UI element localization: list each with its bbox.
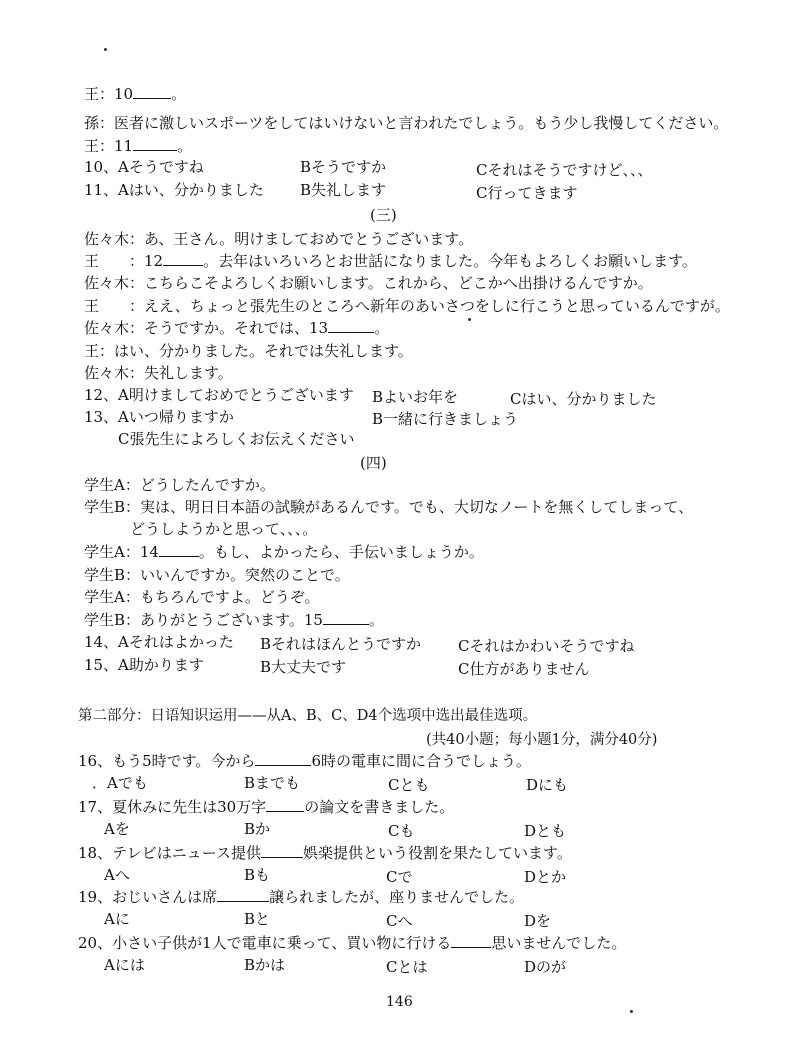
dialog4-line-1: 学生A：どうしたんですか。 [84,476,275,494]
dialog3-line-3: 佐々木：こちらこそよろしくお願いします。これから、どこかへ出掛けるんですか。 [84,274,653,292]
q18-option-b: Bも [244,866,271,884]
dialog4-line-5: 学生B：いいんですか。突然のことで。 [84,566,350,584]
stem-text: 思いませんでした。 [491,934,627,952]
q17-stem [78,797,454,817]
stem-text: 6時の電車に間に合うでしょう。 [311,752,531,770]
q18-option-d: Dとか [524,868,567,886]
q10-option-a: Aそうですね [118,158,204,176]
dialog-line-sun: 孫：医者に激しいスポーツをしてはいけないと言われたでしょう。もう少し我慢してください。 [84,114,729,132]
period: 。 [171,85,187,103]
stem-text: 19、おじいさんは席 [78,888,218,906]
q12-option-a: A明けましておめでとうございます [118,386,354,404]
stem-text: 16、もう5時です。今から [78,752,256,770]
dialog4-line-4 [84,542,484,562]
q15-option-c: C仕方がありません [458,660,590,678]
q16-stem [78,751,531,771]
q11-number: 11、 [84,181,119,199]
answer-blank [261,843,303,858]
q19-option-b: Bと [244,910,271,928]
part2-subheading: (共40小题；每小题1分，满分40分) [426,732,658,748]
q20-stem [78,933,626,953]
dialog3-line-5 [84,318,389,338]
stem-text: 17、夏休みに先生は30万字 [78,798,267,816]
q13-number: 13、 [84,408,119,426]
dialog-line-wang-10 [84,84,186,104]
dialog3-line-6: 王：はい、分かりました。それでは失礼します。 [84,342,413,360]
line-text: 王：11 [84,137,134,155]
scan-speck [104,48,107,51]
q12-number: 12、 [84,386,119,404]
q16-option-d: Dにも [526,776,569,794]
q16-option-c: Cとも [388,776,430,794]
part2-heading: 第二部分：日语知识运用——从A、B、C、D4个选项中选出最佳选项。 [78,708,538,724]
q20-option-b: Bかは [244,956,286,974]
stem-text: 譲られましたが、座りませんでした。 [269,888,525,906]
period: 。 [374,319,390,337]
stem-text: 20、小さい子供が1人で電車に乗って、買い物に行ける [78,934,452,952]
q19-stem [78,887,524,907]
q11-option-b: B失礼します [300,181,387,199]
q12-option-c: Cはい、分かりました [510,390,657,408]
line-text: 王 ：12 [84,252,164,270]
q10-number: 10、 [84,158,119,176]
q17-option-d: Dとも [524,822,567,840]
dialog4-line-3: どうしようかと思って、、、。 [130,520,318,538]
line-text: 学生B：ありがとうございます。15 [84,611,323,629]
q15-option-a: A助かります [118,656,204,674]
q17-option-b: Bか [244,820,271,838]
q13-option-c: C張先生によろしくお伝えください [118,430,355,448]
q14-option-c: Cそれはかわいそうですね [458,637,635,655]
stem-text: 娯楽提供という役割を果たしています。 [303,844,572,862]
q13-option-a: Aいつ帰りますか [118,408,234,426]
dialog3-line-4: 王 ：ええ、ちょっと張先生のところへ新年のあいさつをしに行こうと思っているんですが。 [84,297,730,315]
line-text: 学生A：14 [84,543,159,561]
period: 。 [368,611,384,629]
q18-stem [78,843,572,863]
answer-blank [163,251,203,266]
q18-option-c: Cで [386,868,413,886]
answer-blank [328,318,374,333]
answer-blank [323,610,369,625]
stem-text: の論文を書きました。 [304,798,455,816]
section-title-3: (三) [370,206,397,224]
dialog3-line-2 [84,251,697,271]
q20-option-c: Cとは [386,958,428,976]
q20-option-a: Aには [104,956,145,974]
dialog-line-wang-11 [84,136,192,156]
q19-option-d: Dを [524,912,552,930]
dialog3-line-1: 佐々木：あ、王さん。明けましておめでとうございます。 [84,230,474,248]
q15-option-b: B大丈夫です [260,658,347,676]
answer-blank [133,84,171,99]
dialog4-line-2: 学生B：実は、明日日本語の試験があるんです。でも、大切なノートを無くしてしまって、 [84,498,694,516]
dialog4-line-7 [84,610,384,630]
q11-option-a: Aはい、分かりました [118,181,264,199]
line-text: 佐々木：そうですか。それでは、13 [84,319,329,337]
q10-option-c: Cそれはそうですけど、、、 [476,161,653,179]
answer-blank [266,797,304,812]
dialog4-line-6: 学生A：もちろんですよ。どうぞ。 [84,588,320,606]
q16-option-a: ．Aでも [92,774,148,792]
answer-blank [255,751,311,766]
answer-blank [217,887,269,902]
dialog3-line-7: 佐々木：失礼します。 [84,364,233,382]
q16-option-b: Bまでも [244,774,301,792]
answer-blank [451,933,491,948]
q14-number: 14、 [84,633,119,651]
q14-option-b: Bそれはほんとうですか [260,635,422,653]
q11-option-c: C行ってきます [476,184,578,202]
q20-option-d: Dのが [524,958,567,976]
period: 。 [177,137,193,155]
q19-option-c: Cへ [386,912,413,930]
q12-option-b: Bよいお年を [372,388,459,406]
answer-blank [159,542,199,557]
answer-blank [133,136,177,151]
q10-option-b: Bそうですか [300,158,387,176]
section-title-4: (四) [360,454,387,472]
q18-option-a: Aへ [104,866,130,884]
line-text: 王：10 [84,85,134,103]
scan-speck [468,318,471,321]
line-text: 。去年はいろいろとお世話になりました。今年もよろしくお願いします。 [203,252,697,270]
q17-option-c: Cも [388,822,415,840]
q19-option-a: Aに [104,910,130,928]
line-text: 。もし、よかったら、手伝いましょうか。 [198,543,484,561]
q13-option-b: B一緒に行きましょう [372,410,519,428]
q14-option-a: Aそれはよかった [118,633,234,651]
q17-option-a: Aを [104,820,130,838]
stem-text: 18、テレビはニュース提供 [78,844,262,862]
q15-number: 15、 [84,656,119,674]
scan-speck [630,1010,633,1013]
page-number: 146 [386,994,413,1010]
